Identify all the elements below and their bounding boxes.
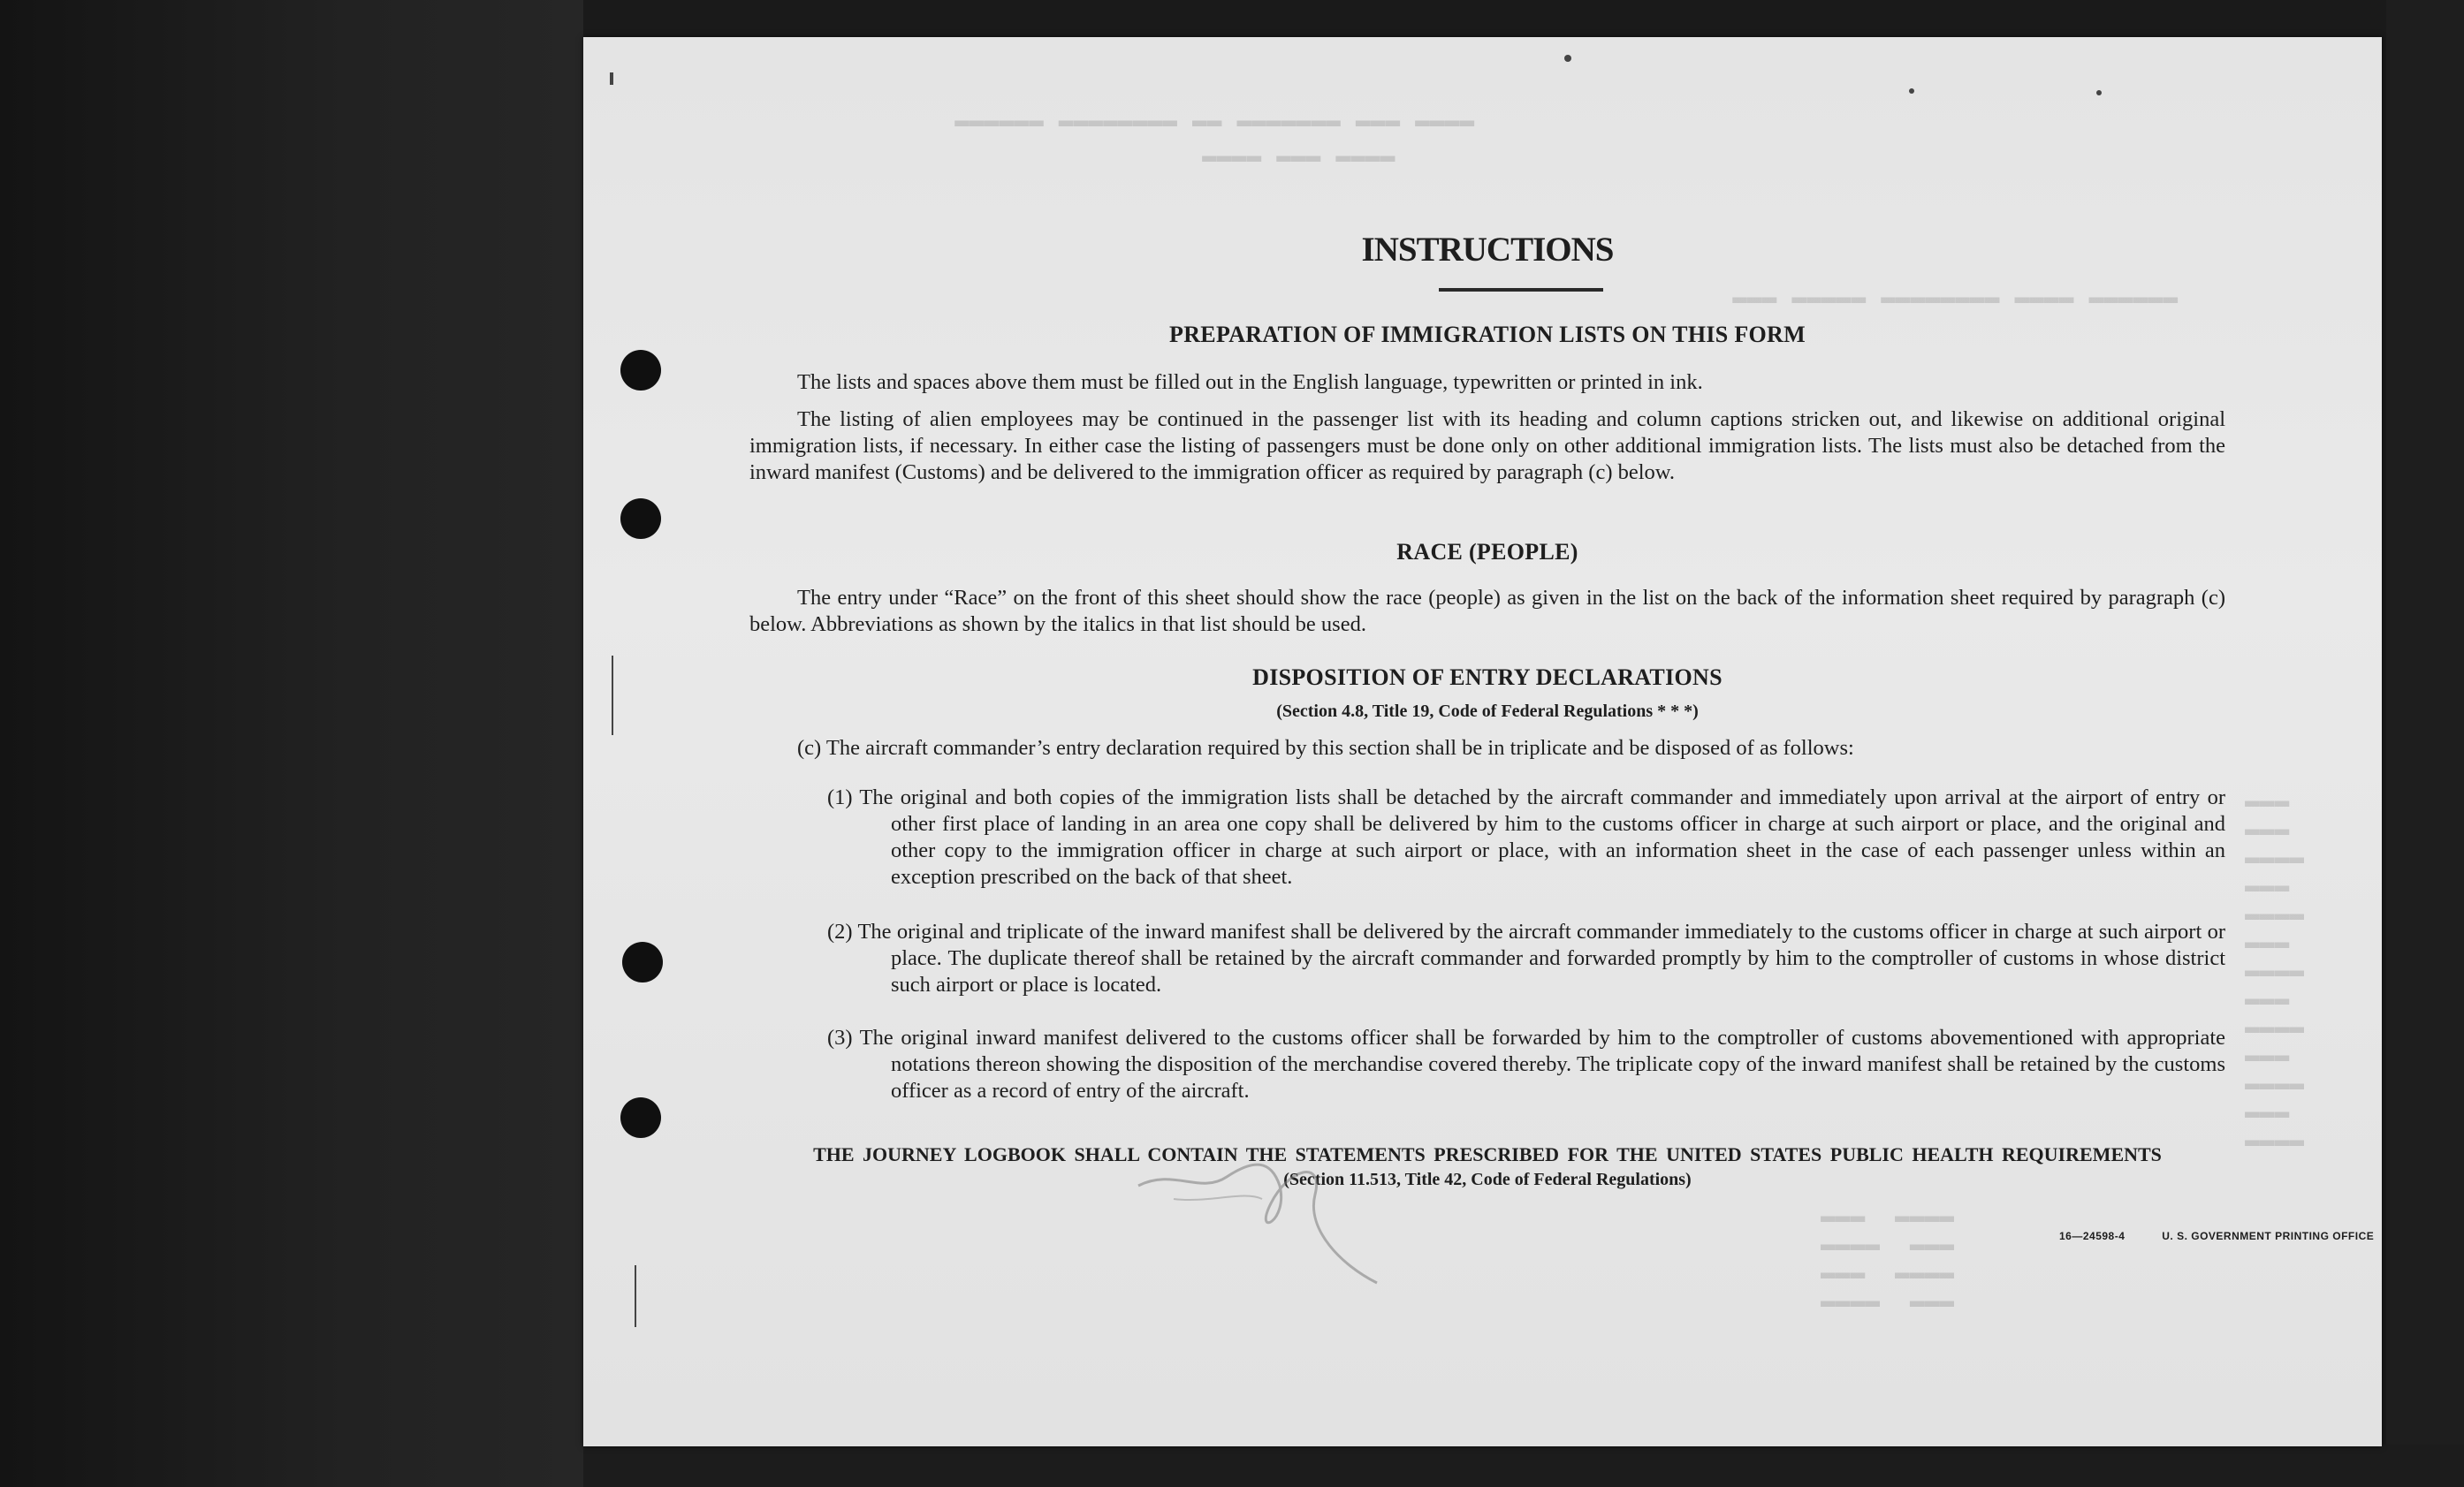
bleed-through-texture: ▬▬▬▬▬▬ ▬▬▬▬ ▬▬▬▬▬▬▬▬ ▬▬▬▬▬ ▬▬▬ [1732,285,2179,312]
bleed-through-texture: ▬▬▬ ▬▬▬▬ ▬▬▬▬ ▬▬▬ ▬▬▬ ▬▬▬▬ ▬▬▬▬ ▬▬▬ [1821,1203,1955,1316]
document-sheet [583,37,2382,1446]
bleed-through-texture: ▬▬▬ ▬▬▬ ▬▬▬▬ ▬▬▬ ▬▬▬▬ ▬▬▬ ▬▬▬▬ ▬▬▬ ▬▬▬▬ ▬▬▬ ▬▬▬▬ ▬▬▬ ▬▬▬▬ [2245,788,2305,1155]
disposition-item-1: (1) The original and both copies of the immigration lists shall be detached by the aircraft commander and immediately upon arrival at the airport of entry or other first place of landing in an area one copy shall be delivered by him to the customs officer in charge at such airport or place, and the original and other copy to the immigration officer in charge at such airport or place, with an information sheet in the case of each passenger unless within an exception prescribed on the back of that sheet. [827,785,2225,889]
instructions-content [749,37,2375,1446]
printer-imprint [2059,1230,2374,1242]
edge-mark [635,1265,636,1327]
edge-mark [612,656,613,735]
punch-hole [620,1097,661,1138]
film-background-right [2386,0,2464,1487]
disposition-item-2: (2) The original and triplicate of the inward manifest shall be delivered by the aircraft commander immediately to the customs officer in charge at such airport or place. The duplicate thereof shall be retained by the aircraft commander and forwarded promptly by him to the comptroller of customs in whose district such airport or place is located. [827,920,2225,997]
paragraph-preparation-1: The lists and spaces above them must be filled out in the English language, typewritten or printed in ink. [797,370,1703,394]
paragraph-race: The entry under “Race” on the front of this sheet should show the race (people) as given in the list on the back of the information sheet required by paragraph (c) below. Abbreviations as shown by the italics in that list should be used. [749,586,2225,636]
health-requirements-citation: (Section 11.513, Title 42, Code of Federal Regulations) [1283,1170,1692,1189]
bleed-through-texture: ▬▬▬▬ ▬▬▬ ▬▬▬▬ [1202,143,1396,171]
section-heading-race: RACE (PEOPLE) [1396,539,1578,565]
section-citation-disposition: (Section 4.8, Title 19, Code of Federal Regulations * * *) [1276,702,1699,721]
bleed-through-texture: ▬▬▬▬ ▬▬▬ ▬▬▬▬▬▬▬ ▬▬ ▬▬▬▬▬▬▬▬ ▬▬▬▬▬▬ [954,108,1475,135]
section-heading-disposition: DISPOSITION OF ENTRY DECLARATIONS [1252,664,1723,690]
film-background-bottom [583,1445,2464,1487]
section-heading-preparation: PREPARATION OF IMMIGRATION LISTS ON THIS FORM [1169,322,1806,347]
disposition-item-3: (3) The original inward manifest delivered to the customs officer shall be forwarded by him to the comptroller of customs abovementioned with appropriate notations thereon showing the disposition of the merchandise covered thereby. The triplicate copy of the inward manifest shall be retained by the customs officer as a record of entry of the aircraft. [827,1026,2225,1103]
edge-mark [610,72,613,85]
printer-name: U. S. GOVERNMENT PRINTING OFFICE [2162,1230,2375,1242]
handwritten-signature [1121,1133,1439,1292]
form-number: 16—24598-4 [2059,1230,2126,1242]
punch-hole [620,498,661,539]
paragraph-preparation-2: The listing of alien employees may be continued in the passenger list with its heading and column captions stricken out, and likewise on additional original immigration lists, if necessary. In either case the listing of passengers must be done only on other additional immigration lists. The lists must also be detached from the inward manifest (Customs) and be delivered to the immigration officer as required by paragraph (c) below. [749,407,2225,484]
paragraph-disposition-intro: (c) The aircraft commander’s entry declaration required by this section shall be in triplicate and be disposed of as follows: [797,736,1854,760]
punch-hole [620,350,661,391]
page-title: INSTRUCTIONS [1361,231,1614,269]
punch-hole [622,942,663,982]
health-requirements-statement: THE JOURNEY LOGBOOK SHALL CONTAIN THE STATEMENTS PRESCRIBED FOR THE UNITED STATES PUBLIC HEALTH REQUIREMENTS [813,1143,2162,1165]
film-background-left [0,0,583,1487]
title-underline [1439,288,1603,292]
